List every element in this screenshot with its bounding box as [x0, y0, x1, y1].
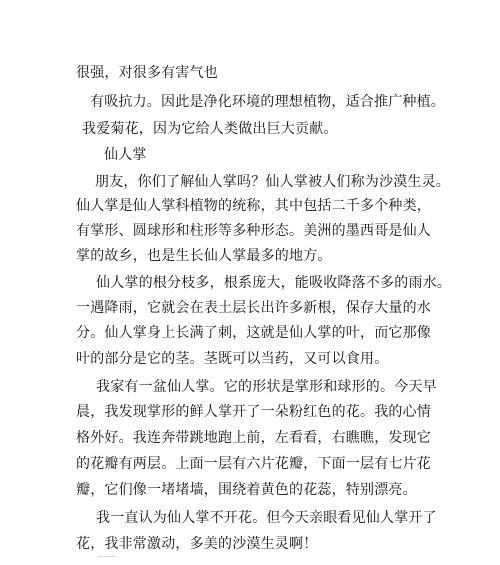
- text-line: 晨，我发现掌形的鲜人掌开了一朵粉红色的花。我的心情: [76, 404, 431, 420]
- text-line: 叶的部分是它的茎。茎既可以当药，又可以食用。: [76, 351, 389, 367]
- text-line: 一遇降雨，它就会在表土层长出许多新根，保存大量的水: [76, 300, 431, 316]
- text-line: 分。仙人掌身上长满了刺，这就是仙人掌的叶，而它那像: [76, 325, 431, 341]
- text-line: 瓣，它们像一堵堵墙，围绕着黄色的花蕊，特别漂亮。: [76, 482, 417, 498]
- text-line: 我爱菊花，因为它给人类做出巨大贡献。: [82, 121, 338, 137]
- text-line: 花，我非常激动，多美的沙漠生灵啊！: [76, 536, 318, 552]
- text-line: 有掌形、圆球形和柱形等多种形态。美洲的墨西哥是仙人: [76, 223, 431, 239]
- text-line: 我一直认为仙人掌不开花。但今天亲眼看见仙人掌开了: [96, 510, 437, 526]
- text-line: 仙人掌是仙人掌科植物的统称，其中包括二千多个种类，: [76, 198, 431, 214]
- text-line: 很强，对很多有害气也: [76, 65, 218, 81]
- text-line: 朋友，你们了解仙人掌吗？仙人掌被人们称为沙漠生灵。: [95, 174, 450, 190]
- text-line: 掌的故乡，也是生长仙人掌最多的地方。: [76, 248, 332, 264]
- text-line: 的花瓣有两层。上面一层有六片花瓣，下面一层有七片花: [76, 456, 431, 472]
- text-line: 有吸抗力。因此是净化环境的理想植物，适合推广种植。: [90, 94, 445, 110]
- text-line: 仙人掌的根分枝多，根系庞大，能吸收降落不多的雨水。: [96, 275, 451, 291]
- section-heading: 仙人掌: [104, 147, 147, 163]
- text-line: 我家有一盆仙人掌。它的形状是掌形和球形的。今天早: [96, 379, 437, 395]
- text-line: 格外好。我连奔带跳地跑上前，左看看，右瞧瞧，发现它: [76, 430, 431, 446]
- page-edge-mark: [98, 556, 116, 563]
